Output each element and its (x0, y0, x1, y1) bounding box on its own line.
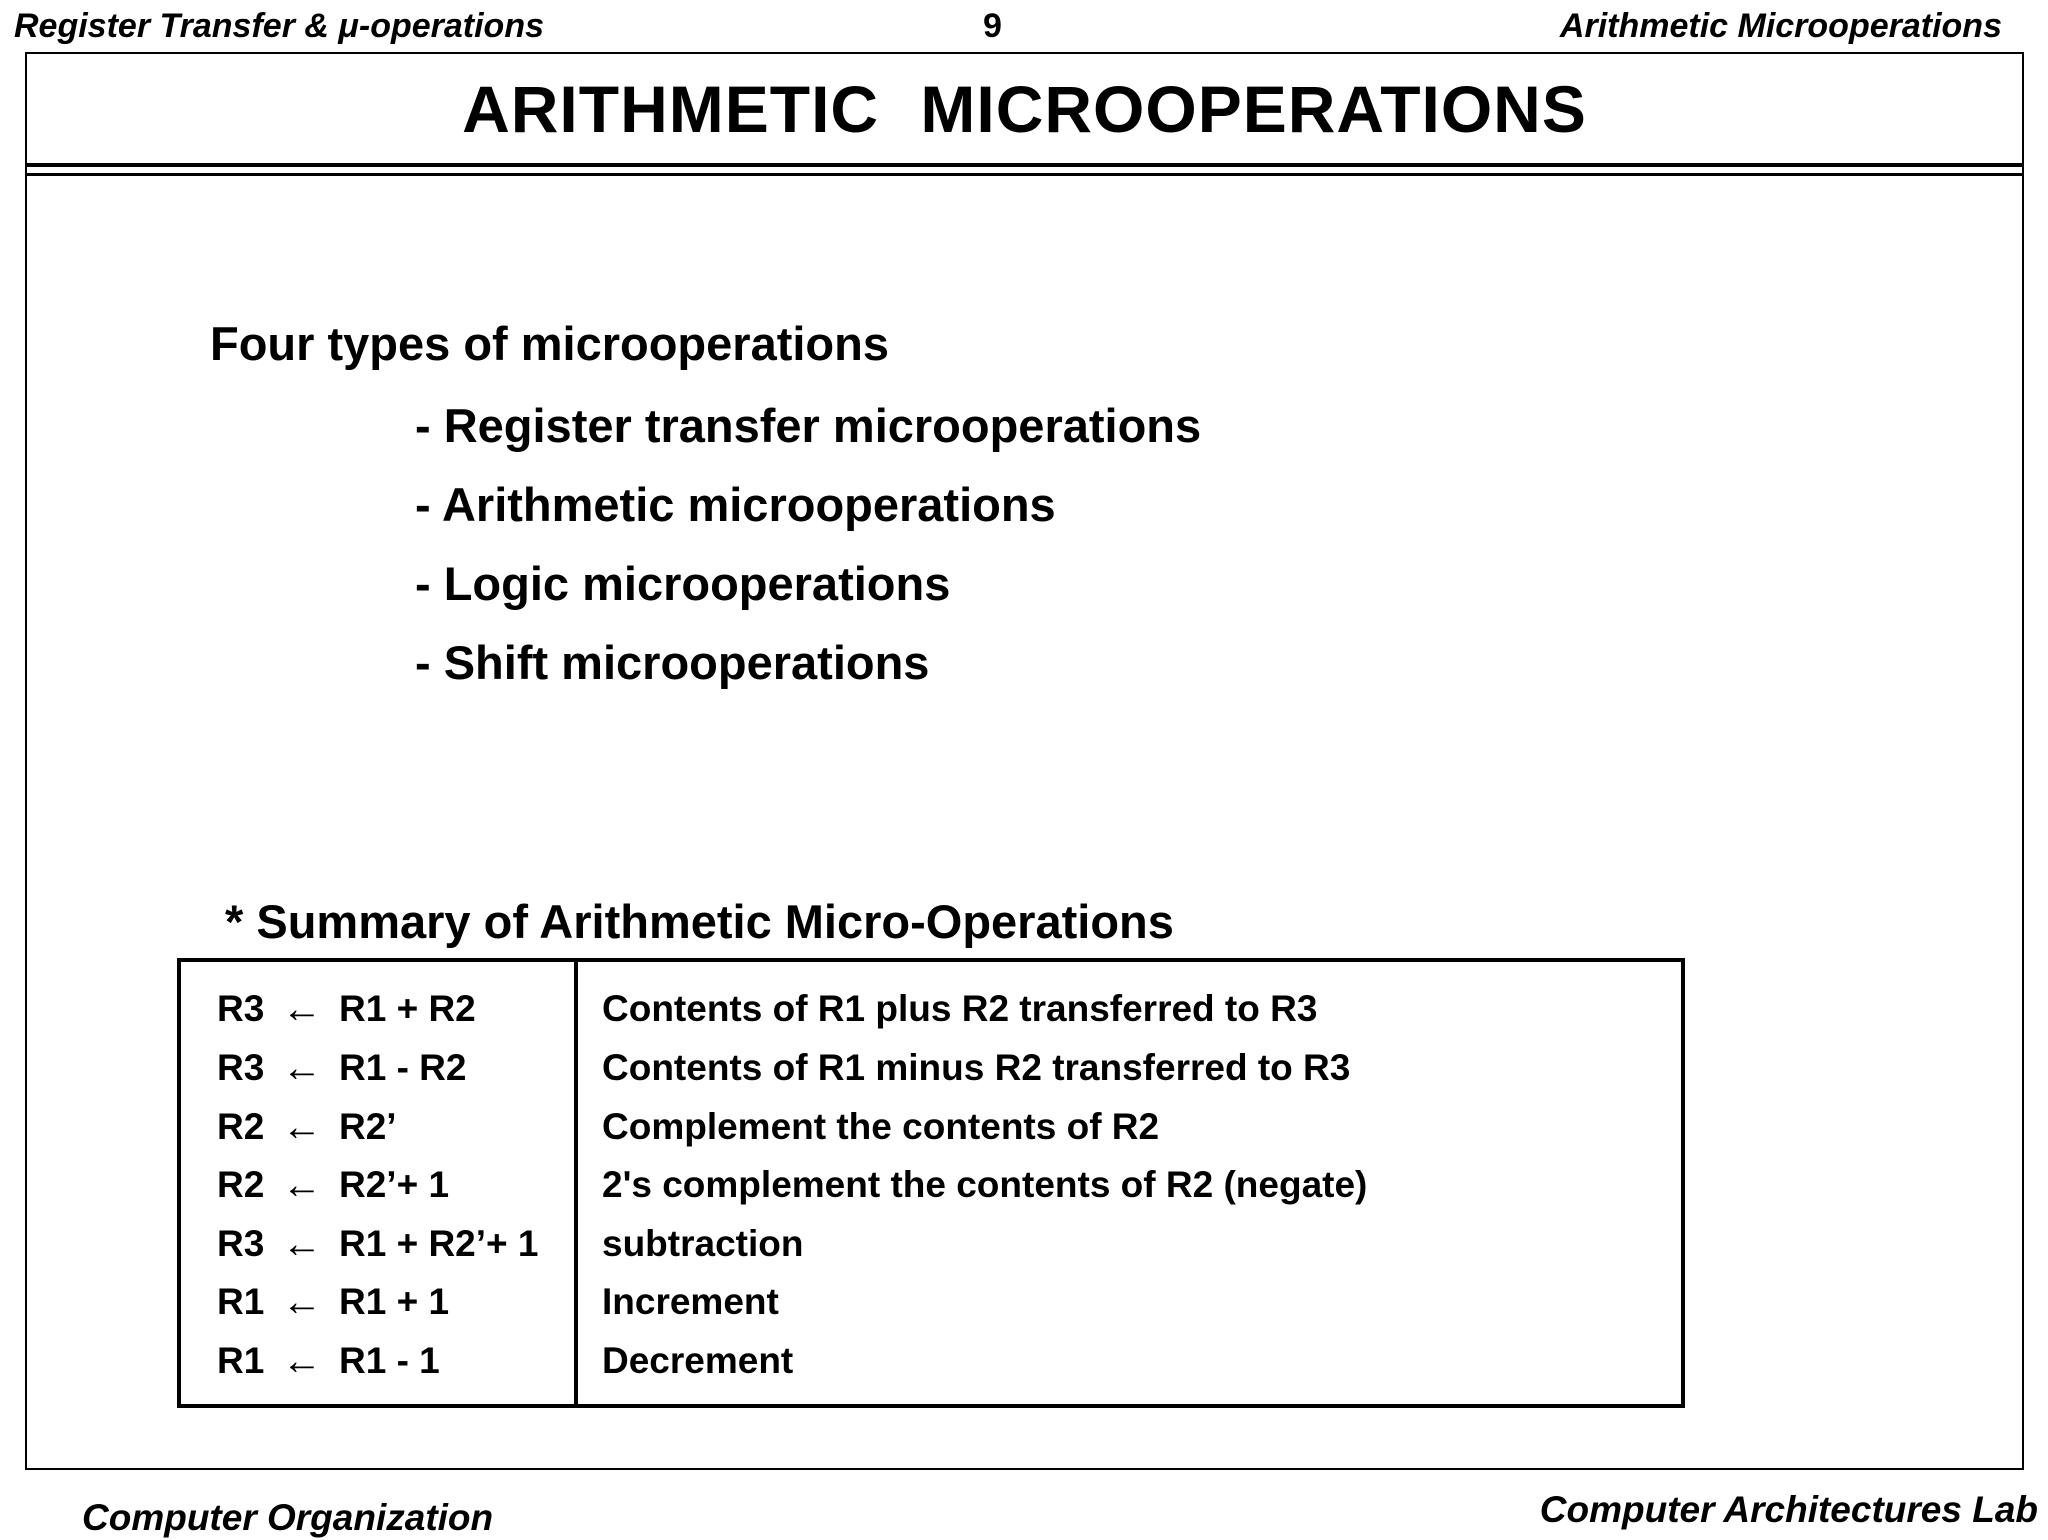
operation-expression: R2’ (339, 1106, 397, 1147)
list-item: - Logic microoperations (415, 557, 951, 610)
table-row (181, 1273, 1681, 1331)
operation-destination: R1 (217, 1340, 265, 1381)
operation-destination: R3 (217, 1223, 265, 1264)
list-item: - Shift microoperations (415, 636, 930, 689)
table-row (181, 1039, 1681, 1097)
table-row (181, 1215, 1681, 1273)
footer-course-name: Computer Organization (82, 1497, 494, 1538)
footer-lab-name: Computer Architectures Lab (1539, 1489, 2038, 1530)
table-row (181, 1332, 1681, 1390)
left-arrow-icon: ← (282, 1046, 322, 1090)
title-bar (27, 54, 2022, 167)
left-arrow-icon: ← (282, 1280, 322, 1324)
left-arrow-icon: ← (282, 1222, 322, 1266)
operation-description: Increment (602, 1281, 779, 1322)
operation-expression: R1 + R2 (339, 988, 476, 1029)
operation-expression: R1 + R2’+ 1 (339, 1223, 539, 1264)
operation-description: 2's complement the contents of R2 (negate) (602, 1164, 1368, 1205)
operation-destination: R3 (217, 988, 265, 1029)
operation-destination: R3 (217, 1047, 265, 1088)
operation-destination: R2 (217, 1164, 265, 1205)
operation-destination: R1 (217, 1281, 265, 1322)
microoperation-types-list (415, 386, 1201, 702)
header-section-title: Register Transfer & μ-operations (14, 7, 545, 45)
operations-table (177, 958, 1685, 1408)
operation-expression: R1 - R2 (339, 1047, 467, 1088)
operation-destination: R2 (217, 1106, 265, 1147)
operation-expression: R2’+ 1 (339, 1164, 450, 1205)
header-topic: Arithmetic Microoperations (1559, 7, 2002, 45)
table-row (181, 980, 1681, 1038)
types-intro: Four types of microoperations (210, 317, 889, 370)
table-row (181, 1156, 1681, 1214)
list-item: - Arithmetic microoperations (415, 478, 1056, 531)
list-item: - Register transfer microoperations (415, 399, 1202, 452)
left-arrow-icon: ← (282, 1105, 322, 1149)
summary-heading: * Summary of Arithmetic Micro-Operations (225, 895, 1174, 948)
operation-description: Contents of R1 minus R2 transferred to R3 (602, 1047, 1351, 1088)
page-number: 9 (983, 7, 1002, 45)
operation-expression: R1 - 1 (339, 1340, 440, 1381)
title-divider (27, 173, 2022, 176)
operation-description: Contents of R1 plus R2 transferred to R3 (602, 988, 1318, 1029)
left-arrow-icon: ← (282, 1163, 322, 1207)
operation-expression: R1 + 1 (339, 1281, 450, 1322)
left-arrow-icon: ← (282, 987, 322, 1031)
table-row (181, 1098, 1681, 1156)
operation-description: subtraction (602, 1223, 804, 1264)
left-arrow-icon: ← (282, 1339, 322, 1383)
page-title: ARITHMETIC MICROOPERATIONS (462, 72, 1587, 146)
operation-description: Decrement (602, 1340, 794, 1381)
slide-frame (25, 52, 2024, 1470)
operation-description: Complement the contents of R2 (602, 1106, 1160, 1147)
